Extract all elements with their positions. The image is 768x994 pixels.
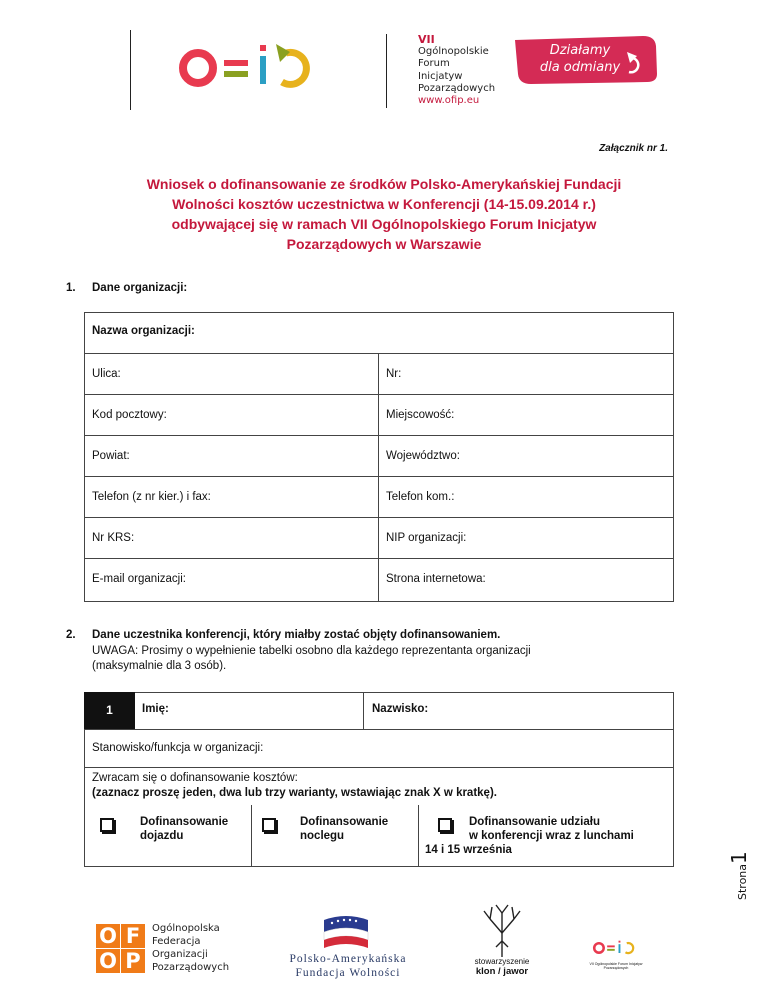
mobile-field[interactable]: Telefon kom.: [386,491,455,503]
ofop-logo-tile: P [121,949,145,973]
note-line: (maksymalnie dla 3 osób). [92,660,227,672]
title-line: odbywającej się w ramach VII Ogólnopolskiego Forum Inicjatyw [171,216,597,232]
checkbox-icon[interactable] [100,818,114,832]
ofip-small-logo [592,936,640,958]
row-divider [84,558,674,559]
street-field[interactable]: Ulica: [92,368,121,380]
ofop-line: Pozarządowych [152,962,230,973]
first-name-field[interactable]: Imię: [142,703,169,715]
forum-name-block [418,34,495,107]
option-line: dojazdu [140,830,184,842]
ofop-logo-tile: O [96,949,120,973]
county-field[interactable]: Powiat: [92,450,130,462]
title-line: Wolności kosztów uczestnictwa w Konferencji (14-15.09.2014 r.) [172,196,596,212]
option-travel-label [140,815,228,843]
note-line: UWAGA: Prosimy o wypełnienie tabelki osobno dla każdego reprezentanta organizacji [92,645,531,657]
phone-fax-field[interactable]: Telefon (z nr kier.) i fax: [92,491,211,503]
checkbox-icon[interactable] [262,818,276,832]
klon-line: stowarzyszenie [474,957,530,966]
section-2-note [92,644,531,674]
option-line: 14 i 15 września [425,844,512,856]
section-title: Dane organizacji: [92,282,188,294]
ofop-line: Ogólnopolska [152,923,220,934]
option-accommodation-label [300,815,388,843]
row-divider [84,435,674,436]
nip-field[interactable]: NIP organizacji: [386,532,467,544]
page-label: Strona [736,863,749,900]
row-divider [84,517,674,518]
pafw-flag-icon [322,914,370,952]
ofop-line: Organizacji [152,949,208,960]
ofop-line: Federacja [152,936,201,947]
forum-line: Ogólnopolskie [418,46,489,58]
postal-code-field[interactable]: Kod pocztowy: [92,409,167,421]
ofop-logo-text [152,922,229,974]
participant-number: 1 [84,692,135,729]
section-number: 2. [66,629,76,641]
document-title [100,174,668,254]
annex-label: Załącznik nr 1. [599,143,668,154]
forum-line: Inicjatyw [418,70,463,82]
ofip-small-logo-text: VII Ogólnopolskie Forum Inicjatyw Pozarządowych [589,962,643,970]
header-divider-right [386,34,387,108]
email-field[interactable]: E-mail organizacji: [92,573,186,585]
section-title: Dane uczestnika konferencji, który miałby zostać objęty dofinansowaniem. [92,629,501,641]
title-line: Wniosek o dofinansowanie ze środków Polsko-Amerykańskiej Fundacji [146,176,622,192]
badge-line: dla odmiany [539,60,621,75]
badge-text [530,42,630,76]
page-number-label [727,851,751,900]
forum-edition: VII [418,33,435,46]
title-line: Pozarządowych w Warszawie [286,236,482,252]
option-line: w konferencji wraz z lunchami [469,830,634,842]
row-divider [84,394,674,395]
option-line: Dofinansowanie [300,816,389,828]
forum-url-link[interactable]: www.ofip.eu [418,95,480,107]
row-divider [84,353,674,354]
page-number: 1 [727,851,751,864]
row-divider [84,476,674,477]
pafw-logo-text [274,952,422,980]
header-divider-left [130,30,131,110]
option-line: Dofinansowanie [140,816,229,828]
request-hint: (zaznacz proszę jeden, dwa lub trzy warianty, wstawiając znak X w kratkę). [92,787,497,799]
section-1-heading [66,282,187,294]
klon-jawor-tree-icon [480,903,524,957]
column-divider [363,692,364,729]
ofop-logo-tile: F [121,924,145,948]
forum-line: Pozarządowych [418,82,496,94]
badge-line: Działamy [549,43,611,58]
city-field[interactable]: Miejscowość: [386,409,455,421]
pafw-line: Polsko-Amerykańska [289,953,407,965]
request-label: Zwracam się o dofinansowanie kosztów: [92,772,298,784]
organization-name-field[interactable]: Nazwa organizacji: [92,325,195,337]
pafw-line: Fundacja Wolności [295,967,401,979]
last-name-field[interactable]: Nazwisko: [372,703,429,715]
column-divider [378,353,379,602]
website-field[interactable]: Strona internetowa: [386,573,486,585]
column-divider [418,805,419,867]
section-2-heading [66,629,500,641]
ofip-logo [176,40,328,90]
option-participation-label [425,815,634,857]
column-divider [251,805,252,867]
voivodeship-field[interactable]: Województwo: [386,450,460,462]
ofop-logo-tile: O [96,924,120,948]
house-number-field[interactable]: Nr: [386,368,402,380]
row-divider [84,767,674,768]
option-line: noclegu [300,830,345,842]
option-line: Dofinansowanie udziału [469,816,600,828]
row-divider [84,729,674,730]
section-number: 1. [66,282,76,294]
position-field[interactable]: Stanowisko/funkcja w organizacji: [92,742,264,754]
forum-line: Forum [418,58,450,70]
klon-jawor-logo-text [462,957,542,977]
krs-field[interactable]: Nr KRS: [92,532,135,544]
klon-line: klon / jawor [475,966,529,977]
